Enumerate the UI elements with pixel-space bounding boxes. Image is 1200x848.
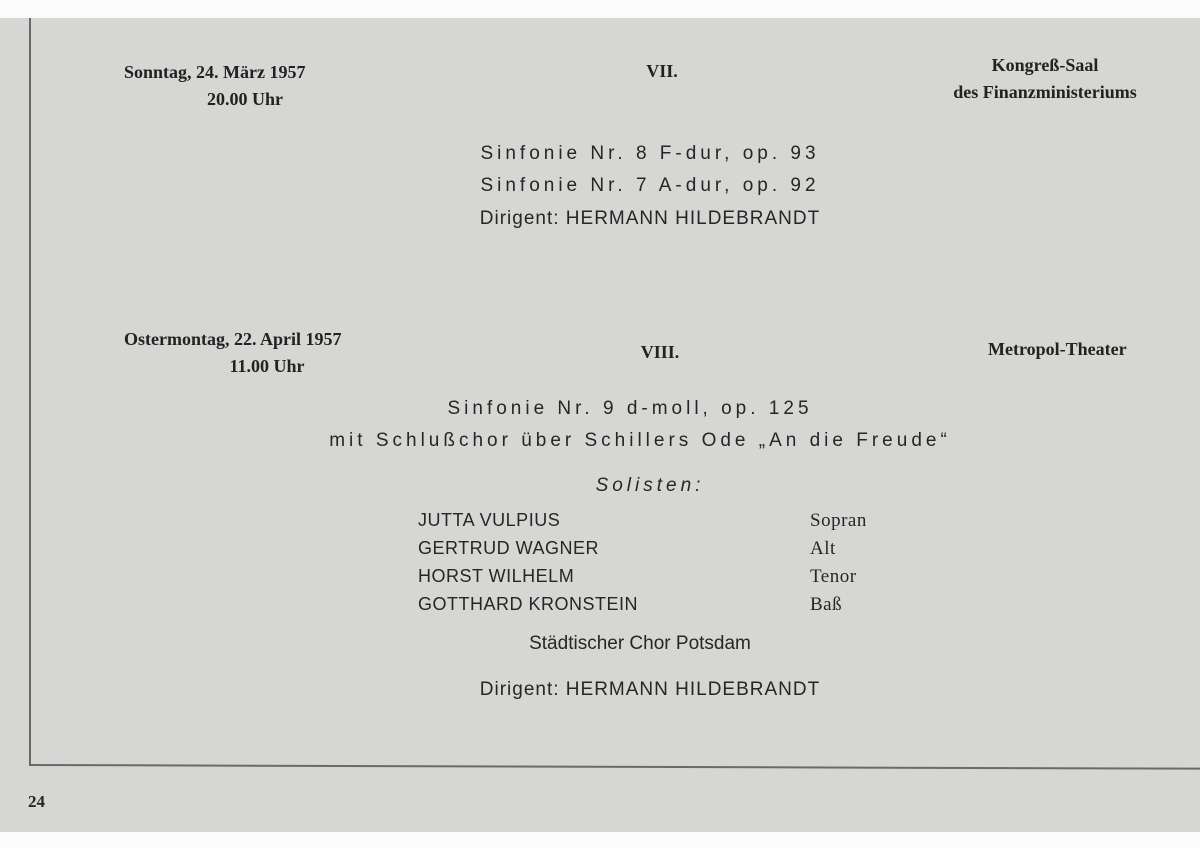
concert-8-program-item: Sinfonie Nr. 9 d-moll, op. 125 xyxy=(447,398,813,419)
soloist-name: HORST WILHELM xyxy=(418,566,575,586)
concert-7-time: 20.00 Uhr xyxy=(207,89,283,109)
bottom-border-line xyxy=(29,764,1200,770)
soloist-voice: Baß xyxy=(810,594,843,615)
concert-7-conductor: Dirigent: HERMANN HILDEBRANDT xyxy=(479,208,821,229)
concert-7-date: Sonntag, 24. März 1957 xyxy=(124,62,306,82)
soloist-voice: Tenor xyxy=(810,566,857,587)
soloist-name: GOTTHARD KRONSTEIN xyxy=(418,594,639,614)
soloist-row xyxy=(418,594,918,618)
left-border-line xyxy=(29,18,31,766)
concert-8-conductor: Dirigent: HERMANN HILDEBRANDT xyxy=(479,679,821,700)
soloist-voice: Sopran xyxy=(810,510,867,531)
concert-8-number: VIII. xyxy=(640,342,680,362)
concert-8-date: Ostermontag, 22. April 1957 xyxy=(124,329,342,349)
soloist-row xyxy=(418,538,918,562)
soloist-row xyxy=(418,510,918,534)
concert-7-program-item: Sinfonie Nr. 7 A-dur, op. 92 xyxy=(480,175,820,196)
choir: Städtischer Chor Potsdam xyxy=(529,633,751,654)
page-number: 24 xyxy=(28,792,45,811)
concert-7-venue-line1: Kongreß-Saal xyxy=(991,55,1099,75)
concert-8-time: 11.00 Uhr xyxy=(229,356,305,376)
soloist-voice: Alt xyxy=(810,538,836,559)
concert-7-venue-line2: des Finanzministeriums xyxy=(953,82,1137,102)
soloist-name: GERTRUD WAGNER xyxy=(418,538,600,558)
soloist-row xyxy=(418,566,918,590)
concert-7-number: VII. xyxy=(646,61,678,81)
scan-top-margin xyxy=(0,0,1200,18)
scan-bottom-margin xyxy=(0,832,1200,848)
concert-7-program-item: Sinfonie Nr. 8 F-dur, op. 93 xyxy=(480,143,820,164)
soloist-name: JUTTA VULPIUS xyxy=(418,510,561,530)
concert-8-venue: Metropol-Theater xyxy=(988,339,1127,359)
concert-8-program-item: mit Schlußchor über Schillers Ode „An die Freude“ xyxy=(329,430,951,451)
soloists-heading: Solisten: xyxy=(595,475,705,496)
